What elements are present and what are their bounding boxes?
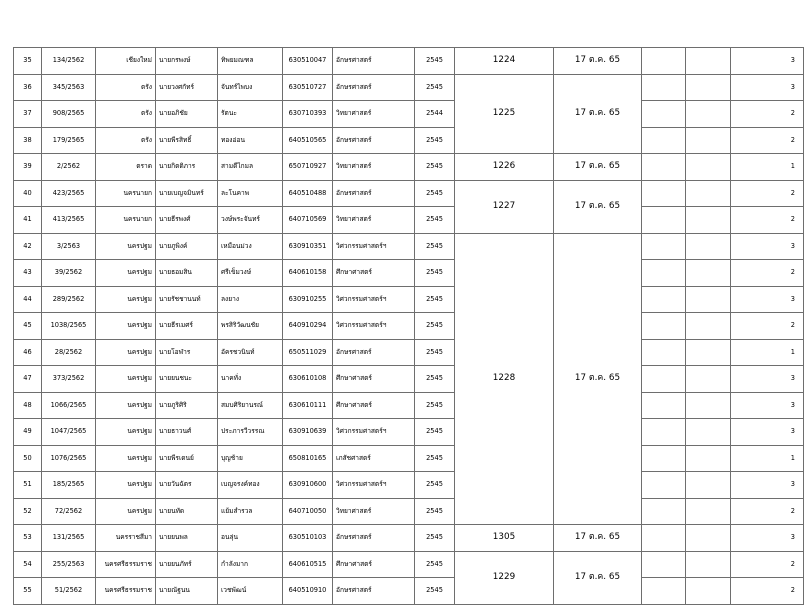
last-name-cell: วงษ์พระจันทร์ [218,207,283,234]
blank-cell-b [686,127,731,154]
province-cell: นครปฐม [96,339,156,366]
table-row [14,419,804,446]
count-cell: 1 [731,339,804,366]
count-cell: 1 [731,445,804,472]
reference-cell: 1047/2565 [42,419,96,446]
blank-cell-a [642,260,686,287]
count-cell: 3 [731,286,804,313]
blank-cell-a [642,127,686,154]
order-number-cell: 1224 [455,48,554,75]
blank-cell-b [686,101,731,128]
reference-cell: 289/2562 [42,286,96,313]
last-name-cell: ทองอ่อน [218,127,283,154]
row-number-cell: 53 [14,525,42,552]
count-cell: 2 [731,313,804,340]
student-id-cell: 630610108 [283,366,333,393]
faculty-cell: อักษรศาสตร์ [333,127,415,154]
count-cell: 2 [731,101,804,128]
blank-cell-b [686,419,731,446]
blank-cell-b [686,445,731,472]
order-date-cell: 17 ต.ค. 65 [554,48,642,75]
blank-cell-a [642,525,686,552]
faculty-cell: วิศวกรรมศาสตร์ฯ [333,419,415,446]
province-cell: นครศรีธรรมราช [96,551,156,578]
table-row [14,551,804,578]
year-cell: 2545 [415,419,455,446]
faculty-cell: อักษรศาสตร์ [333,74,415,101]
blank-cell-b [686,339,731,366]
last-name-cell: เบญจรงค์ทอง [218,472,283,499]
first-name-cell: นายเบญจมินทร์ [156,180,218,207]
reference-cell: 39/2562 [42,260,96,287]
first-name-cell: นายธีรเมศร์ [156,313,218,340]
table-row [14,472,804,499]
first-name-cell: นายยนภัทร์ [156,551,218,578]
year-cell: 2545 [415,233,455,260]
order-number-cell: 1229 [455,551,554,604]
row-number-cell: 36 [14,74,42,101]
year-cell: 2545 [415,551,455,578]
blank-cell-a [642,48,686,75]
row-number-cell: 35 [14,48,42,75]
province-cell: นครศรีธรรมราช [96,578,156,605]
first-name-cell: นายภูริศิริ [156,392,218,419]
table-row [14,286,804,313]
year-cell: 2545 [415,472,455,499]
faculty-cell: วิศวกรรมศาสตร์ฯ [333,233,415,260]
year-cell: 2545 [415,366,455,393]
reference-cell: 51/2562 [42,578,96,605]
reference-cell: 345/2563 [42,74,96,101]
year-cell: 2545 [415,445,455,472]
order-number-cell: 1225 [455,74,554,154]
reference-cell: 28/2562 [42,339,96,366]
blank-cell-a [642,313,686,340]
row-number-cell: 55 [14,578,42,605]
last-name-cell: นาคทั่ง [218,366,283,393]
last-name-cell: แย้มสำรวล [218,498,283,525]
student-id-cell: 640710569 [283,207,333,234]
reference-cell: 1076/2565 [42,445,96,472]
student-id-cell: 650511029 [283,339,333,366]
faculty-cell: ศึกษาศาสตร์ [333,366,415,393]
first-name-cell: นายพีรเดนย์ [156,445,218,472]
first-name-cell: นายนทัด [156,498,218,525]
province-cell: ตรัง [96,74,156,101]
faculty-cell: ศึกษาศาสตร์ [333,551,415,578]
blank-cell-a [642,74,686,101]
table-row [14,498,804,525]
province-cell: นครปฐม [96,419,156,446]
blank-cell-b [686,525,731,552]
year-cell: 2545 [415,498,455,525]
reference-cell: 72/2562 [42,498,96,525]
row-number-cell: 50 [14,445,42,472]
student-id-cell: 630510727 [283,74,333,101]
province-cell: นครปฐม [96,313,156,340]
first-name-cell: นายพีรสิทธิ์ [156,127,218,154]
last-name-cell: บุญช้าย [218,445,283,472]
blank-cell-b [686,180,731,207]
table-row [14,48,804,75]
document-table-container [13,47,795,605]
faculty-cell: ศึกษาศาสตร์ [333,392,415,419]
table-row [14,207,804,234]
last-name-cell: ทิพยมณฑล [218,48,283,75]
blank-cell-a [642,392,686,419]
blank-cell-b [686,154,731,181]
reference-cell: 423/2565 [42,180,96,207]
year-cell: 2545 [415,286,455,313]
last-name-cell: อัครชวนินท์ [218,339,283,366]
reference-cell: 1066/2565 [42,392,96,419]
table-row [14,339,804,366]
reference-cell: 2/2562 [42,154,96,181]
blank-cell-a [642,498,686,525]
last-name-cell: ประภารวีวรรณ [218,419,283,446]
count-cell: 2 [731,127,804,154]
order-number-cell: 1226 [455,154,554,181]
last-name-cell: เวชพัฒน์ [218,578,283,605]
row-number-cell: 40 [14,180,42,207]
blank-cell-b [686,207,731,234]
first-name-cell: นายวงศกัทร์ [156,74,218,101]
student-id-cell: 650710927 [283,154,333,181]
province-cell: ตราด [96,154,156,181]
first-name-cell: นายธอมสิน [156,260,218,287]
blank-cell-b [686,472,731,499]
blank-cell-a [642,472,686,499]
count-cell: 3 [731,233,804,260]
row-number-cell: 37 [14,101,42,128]
blank-cell-a [642,366,686,393]
reference-cell: 373/2562 [42,366,96,393]
blank-cell-a [642,180,686,207]
blank-cell-b [686,74,731,101]
student-id-cell: 640610515 [283,551,333,578]
row-number-cell: 43 [14,260,42,287]
row-number-cell: 52 [14,498,42,525]
year-cell: 2545 [415,180,455,207]
row-number-cell: 38 [14,127,42,154]
province-cell: นครนายก [96,180,156,207]
province-cell: เชียงใหม่ [96,48,156,75]
last-name-cell: พรสิริวัฒนชัย [218,313,283,340]
order-date-cell: 17 ต.ค. 65 [554,154,642,181]
table-row [14,74,804,101]
count-cell: 2 [731,578,804,605]
faculty-cell: วิศวกรรมศาสตร์ฯ [333,313,415,340]
blank-cell-b [686,286,731,313]
year-cell: 2545 [415,207,455,234]
faculty-cell: วิทยาศาสตร์ [333,207,415,234]
faculty-cell: อักษรศาสตร์ [333,48,415,75]
count-cell: 2 [731,180,804,207]
year-cell: 2545 [415,392,455,419]
province-cell: นครปฐม [96,286,156,313]
row-number-cell: 46 [14,339,42,366]
blank-cell-a [642,339,686,366]
blank-cell-b [686,551,731,578]
row-number-cell: 47 [14,366,42,393]
student-id-cell: 640710050 [283,498,333,525]
faculty-cell: อักษรศาสตร์ [333,339,415,366]
year-cell: 2545 [415,48,455,75]
last-name-cell: รัตนะ [218,101,283,128]
table-row [14,366,804,393]
table-row [14,233,804,260]
last-name-cell: เหมือนม่วง [218,233,283,260]
count-cell: 3 [731,48,804,75]
blank-cell-b [686,233,731,260]
row-number-cell: 45 [14,313,42,340]
faculty-cell: อักษรศาสตร์ [333,180,415,207]
table-row [14,260,804,287]
year-cell: 2545 [415,260,455,287]
row-number-cell: 51 [14,472,42,499]
blank-cell-a [642,286,686,313]
student-id-cell: 630910255 [283,286,333,313]
blank-cell-a [642,578,686,605]
row-number-cell: 44 [14,286,42,313]
student-id-cell: 650810165 [283,445,333,472]
province-cell: นครราชสีมา [96,525,156,552]
row-number-cell: 54 [14,551,42,578]
province-cell: นครปฐม [96,445,156,472]
year-cell: 2545 [415,154,455,181]
year-cell: 2545 [415,127,455,154]
order-number-cell: 1228 [455,233,554,525]
faculty-cell: ศึกษาศาสตร์ [333,260,415,287]
year-cell: 2544 [415,101,455,128]
student-id-cell: 630510103 [283,525,333,552]
student-id-cell: 630510047 [283,48,333,75]
year-cell: 2545 [415,74,455,101]
first-name-cell: นายภูพิงค์ [156,233,218,260]
student-table [13,47,804,605]
student-id-cell: 630710393 [283,101,333,128]
table-row [14,578,804,605]
last-name-cell: ลงยาง [218,286,283,313]
province-cell: ตรัง [96,127,156,154]
blank-cell-b [686,392,731,419]
table-row [14,180,804,207]
last-name-cell: สมบศิริยานรณ์ [218,392,283,419]
table-row [14,525,804,552]
row-number-cell: 39 [14,154,42,181]
count-cell: 3 [731,392,804,419]
reference-cell: 255/2563 [42,551,96,578]
order-date-cell: 17 ต.ค. 65 [554,180,642,233]
student-id-cell: 640610158 [283,260,333,287]
first-name-cell: นายกิตติภาร [156,154,218,181]
faculty-cell: วิทยาศาสตร์ [333,101,415,128]
blank-cell-b [686,366,731,393]
blank-cell-b [686,498,731,525]
year-cell: 2545 [415,313,455,340]
first-name-cell: นายณัฐนน [156,578,218,605]
count-cell: 2 [731,260,804,287]
province-cell: นครปฐม [96,260,156,287]
faculty-cell: อักษรศาสตร์ [333,578,415,605]
table-row [14,392,804,419]
table-row [14,313,804,340]
year-cell: 2545 [415,578,455,605]
student-id-cell: 640510488 [283,180,333,207]
blank-cell-b [686,260,731,287]
faculty-cell: เภสัชศาสตร์ [333,445,415,472]
order-date-cell: 17 ต.ค. 65 [554,525,642,552]
table-body [14,48,804,605]
province-cell: นครปฐม [96,392,156,419]
last-name-cell: สามดีไกมล [218,154,283,181]
student-id-cell: 630610111 [283,392,333,419]
row-number-cell: 48 [14,392,42,419]
province-cell: นครปฐม [96,472,156,499]
first-name-cell: นายยนชนะ [156,366,218,393]
order-date-cell: 17 ต.ค. 65 [554,551,642,604]
faculty-cell: อักษรศาสตร์ [333,525,415,552]
reference-cell: 131/2565 [42,525,96,552]
student-id-cell: 630910351 [283,233,333,260]
order-date-cell: 17 ต.ค. 65 [554,233,642,525]
count-cell: 2 [731,207,804,234]
province-cell: นครปฐม [96,233,156,260]
first-name-cell: นายรัชชานนท์ [156,286,218,313]
faculty-cell: วิศวกรรมศาสตร์ฯ [333,286,415,313]
count-cell: 3 [731,419,804,446]
student-id-cell: 630910639 [283,419,333,446]
count-cell: 3 [731,366,804,393]
order-number-cell: 1305 [455,525,554,552]
first-name-cell: นายโอฬาร [156,339,218,366]
order-date-cell: 17 ต.ค. 65 [554,74,642,154]
blank-cell-a [642,419,686,446]
first-name-cell: นายกรพงษ์ [156,48,218,75]
student-id-cell: 630910600 [283,472,333,499]
table-row [14,101,804,128]
blank-cell-a [642,154,686,181]
reference-cell: 1038/2565 [42,313,96,340]
reference-cell: 413/2565 [42,207,96,234]
last-name-cell: ละโนคาพ [218,180,283,207]
reference-cell: 908/2565 [42,101,96,128]
blank-cell-b [686,578,731,605]
last-name-cell: อนลุ่น [218,525,283,552]
province-cell: นครนายก [96,207,156,234]
blank-cell-b [686,48,731,75]
table-row [14,445,804,472]
order-number-cell: 1227 [455,180,554,233]
count-cell: 3 [731,74,804,101]
blank-cell-a [642,207,686,234]
last-name-cell: จันทร์ไพบง [218,74,283,101]
blank-cell-a [642,233,686,260]
blank-cell-a [642,551,686,578]
table-row [14,154,804,181]
reference-cell: 185/2565 [42,472,96,499]
row-number-cell: 42 [14,233,42,260]
count-cell: 2 [731,551,804,578]
reference-cell: 179/2565 [42,127,96,154]
first-name-cell: นายธาวนศ์ [156,419,218,446]
year-cell: 2545 [415,339,455,366]
count-cell: 3 [731,525,804,552]
province-cell: นครปฐม [96,366,156,393]
count-cell: 1 [731,154,804,181]
province-cell: นครปฐม [96,498,156,525]
province-cell: ตรัง [96,101,156,128]
year-cell: 2545 [415,525,455,552]
student-id-cell: 640510910 [283,578,333,605]
reference-cell: 3/2563 [42,233,96,260]
last-name-cell: ศรีเข็มวงษ์ [218,260,283,287]
faculty-cell: วิศวกรรมศาสตร์ฯ [333,472,415,499]
row-number-cell: 49 [14,419,42,446]
last-name-cell: กำลังมาก [218,551,283,578]
student-id-cell: 640510565 [283,127,333,154]
faculty-cell: วิทยาศาสตร์ [333,498,415,525]
student-id-cell: 640910294 [283,313,333,340]
first-name-cell: นายอภิชัย [156,101,218,128]
reference-cell: 134/2562 [42,48,96,75]
row-number-cell: 41 [14,207,42,234]
first-name-cell: นายวันฉัตร [156,472,218,499]
first-name-cell: นายธีรพงศ์ [156,207,218,234]
blank-cell-a [642,445,686,472]
table-row [14,127,804,154]
blank-cell-a [642,101,686,128]
first-name-cell: นายยนพล [156,525,218,552]
count-cell: 3 [731,472,804,499]
faculty-cell: วิทยาศาสตร์ [333,154,415,181]
count-cell: 2 [731,498,804,525]
blank-cell-b [686,313,731,340]
